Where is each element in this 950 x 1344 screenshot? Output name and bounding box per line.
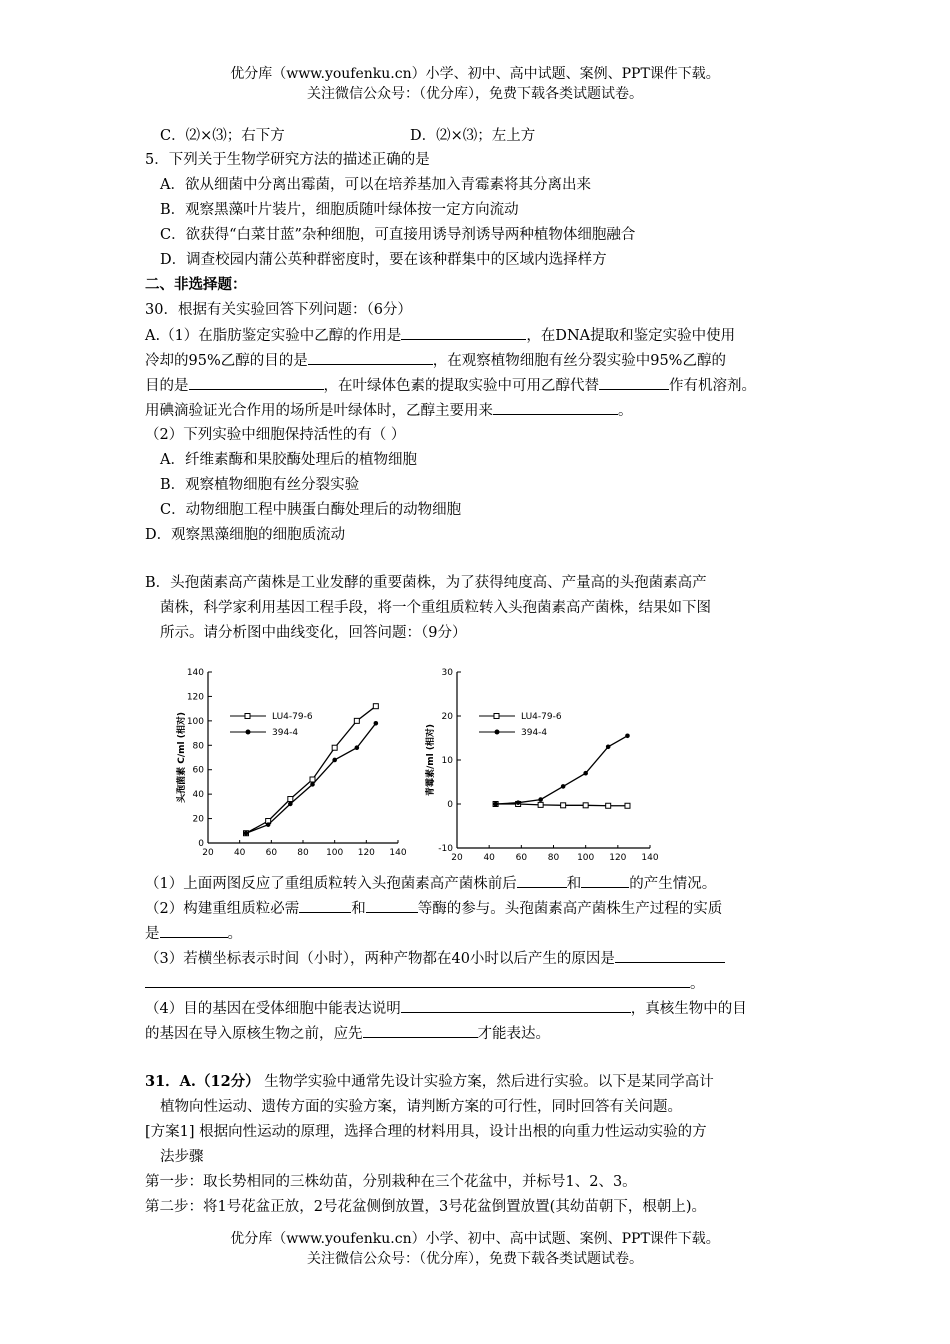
q30-a1-text4: ，在观察植物细胞有丝分裂实验中95%乙醇的 — [432, 353, 726, 369]
x-tick-label: 140 — [641, 853, 659, 863]
data-point — [561, 784, 566, 789]
q30-a1-text1: A.（1）在脂肪鉴定实验中乙醇的作用是 — [145, 328, 402, 344]
y-tick-label: 120 — [186, 692, 204, 703]
y-tick-label: 40 — [192, 790, 204, 801]
q30-b1-text3: 的产生情况。 — [629, 876, 717, 892]
answer-blank — [493, 399, 618, 415]
answer-blank — [581, 872, 629, 888]
q31-line1 — [145, 1071, 714, 1093]
q30-a1-text3: 冷却的95%乙醇的目的是 — [145, 353, 308, 369]
y-tick-label: 100 — [186, 716, 204, 727]
q31-number: 31．A.（12分） — [145, 1073, 260, 1090]
x-tick-label: 80 — [547, 853, 560, 863]
answer-blank — [363, 1022, 478, 1038]
q30-a2-stem: （2）下列实验中细胞保持活性的有（ ） — [145, 427, 406, 443]
page-footer-line1: 优分库（www.youfenku.cn）小学、初中、高中试题、案例、PPT课件下载。 — [230, 1231, 720, 1247]
cephalosporin-chart — [160, 660, 410, 865]
q30-b4-line2 — [145, 1022, 550, 1045]
answer-blank — [189, 374, 324, 390]
q30-b2-line1 — [145, 897, 722, 920]
q30-a1-text5: 目的是 — [145, 378, 189, 394]
data-point — [373, 704, 378, 709]
x-tick-label: 100 — [577, 853, 595, 863]
answer-blank — [308, 349, 433, 365]
data-point — [332, 745, 337, 750]
y-tick-label: 0 — [198, 839, 204, 849]
y-tick-label: 30 — [441, 668, 453, 678]
data-point — [266, 822, 271, 827]
data-point — [244, 831, 249, 836]
q30-b4-text2: ，真核生物中的目 — [630, 1001, 747, 1017]
data-point — [561, 803, 566, 808]
page-header-line2: 关注微信公众号：（优分库），免费下载各类试题试卷。 — [307, 86, 643, 102]
q30-b4-text4: 才能表达。 — [477, 1026, 550, 1042]
data-point — [625, 734, 630, 739]
q31-line3: [方案1] 根据向性运动的原理，选择合理的材料用具，设计出根的向重力性运动实验的方 — [145, 1124, 707, 1140]
answer-blank — [299, 897, 351, 913]
q30-b1 — [145, 872, 716, 895]
section-heading: 二、非选择题： — [145, 276, 247, 293]
q30-b2-text1: （2）构建重组质粒必需 — [145, 901, 300, 917]
q31-line4: 法步骤 — [160, 1149, 204, 1165]
q30-b2-text3: 等酶的参与。头孢菌素高产菌株生产过程的实质 — [417, 901, 723, 917]
q30-a2-option-a: A．纤维素酶和果胶酶处理后的植物细胞 — [160, 452, 417, 468]
data-point — [583, 803, 588, 808]
data-point — [583, 771, 588, 776]
series-line-LU4-79-6 — [246, 706, 376, 833]
q30-b3-text1: （3）若横坐标表示时间（小时），两种产物都在40小时以后产生的原因是 — [145, 951, 615, 967]
q30-stem: 30．根据有关实验回答下列问题：（6分） — [145, 302, 412, 318]
data-point — [538, 802, 543, 807]
answer-blank — [599, 374, 669, 390]
x-tick-label: 20 — [202, 848, 214, 858]
q30-b2-line2 — [145, 922, 242, 945]
q30-a1-text6: ，在叶绿体色素的提取实验中可用乙醇代替 — [323, 378, 599, 394]
q30-a2-option-b: B．观察植物细胞有丝分裂实验 — [160, 477, 360, 493]
y-tick-label: 60 — [192, 765, 204, 776]
q4-option-c: C．⑵×⑶；右下方 — [160, 128, 285, 144]
y-tick-label: 140 — [186, 668, 204, 678]
q30-a1-line3 — [145, 374, 756, 397]
q30-a1-line4 — [145, 399, 633, 422]
x-tick-label: 40 — [233, 848, 246, 858]
q30-a1-text2: ，在DNA提取和鉴定实验中使用 — [526, 328, 736, 344]
x-tick-label: 140 — [389, 848, 407, 858]
q31-line1-text: 生物学实验中通常先设计实验方案，然后进行实验。以下是某同学高计 — [259, 1074, 714, 1090]
answer-blank — [517, 872, 567, 888]
y-tick-label: 0 — [447, 800, 453, 810]
page-header-line1: 优分库（www.youfenku.cn）小学、初中、高中试题、案例、PPT课件下载。 — [230, 66, 720, 82]
q5-option-d: D．调查校园内蒲公英种群密度时，要在该种群集中的区域内选择样方 — [160, 252, 607, 268]
data-point — [332, 758, 337, 763]
penicillin-chart — [405, 660, 660, 865]
legend-label: LU4-79-6 — [521, 712, 562, 722]
q30-b-intro-line3: 所示。请分析图中曲线变化，回答问题：（9分） — [160, 625, 467, 641]
y-tick-label: 80 — [192, 741, 204, 752]
legend-marker — [246, 730, 251, 735]
data-point — [606, 803, 611, 808]
q30-b3-line2 — [145, 972, 705, 995]
q5-option-c: C．欲获得“白菜甘蓝”杂种细胞，可直接用诱导剂诱导两种植物体细胞融合 — [160, 227, 636, 243]
q30-b3-line1 — [145, 947, 725, 970]
y-tick-label: 10 — [441, 756, 453, 766]
q30-a1-text7: 作有机溶剂。 — [669, 378, 756, 394]
page-footer-line2: 关注微信公众号：（优分库），免费下载各类试题试卷。 — [307, 1251, 643, 1267]
data-point — [516, 800, 521, 805]
data-point — [493, 802, 498, 807]
q30-a2-option-d: D．观察黑藻细胞的细胞质流动 — [145, 527, 346, 543]
legend-marker — [494, 714, 499, 719]
y-tick-label: 20 — [441, 712, 453, 722]
x-tick-label: 60 — [265, 848, 278, 858]
q31-step2: 第二步：将1号花盆正放，2号花盆侧倒放置，3号花盆倒置放置(其幼苗朝下，根朝上)。 — [145, 1199, 706, 1215]
q30-b4-text1: （4）目的基因在受体细胞中能表达说明 — [145, 1001, 401, 1017]
answer-blank — [145, 972, 690, 988]
q30-b1-text2: 和 — [566, 876, 582, 892]
legend-label: 394-4 — [521, 728, 548, 738]
q5-stem: 5．下列关于生物学研究方法的描述正确的是 — [145, 152, 430, 168]
x-tick-label: 120 — [357, 848, 375, 858]
q30-b1-text1: （1）上面两图反应了重组质粒转入头孢菌素高产菌株前后 — [145, 876, 517, 892]
y-axis-label: 青霉素/ml (相对) — [426, 723, 436, 797]
q5-option-b: B．观察黑藻叶片装片，细胞质随叶绿体按一定方向流动 — [160, 202, 519, 218]
data-point — [374, 721, 379, 726]
y-axis-label: 头孢菌素 C/ml (相对) — [177, 712, 187, 803]
q5-option-a: A．欲从细菌中分离出霉菌，可以在培养基加入青霉素将其分离出来 — [160, 177, 591, 193]
q31-line2: 植物向性运动、遗传方面的实验方案，请判断方案的可行性，同时回答有关问题。 — [160, 1099, 682, 1115]
answer-blank — [366, 897, 418, 913]
q30-b-intro-line1: B．头孢菌素高产菌株是工业发酵的重要菌株，为了获得纯度高、产量高的头孢菌素高产 — [145, 575, 707, 591]
q30-a1-text8: 用碘滴验证光合作用的场所是叶绿体时，乙醇主要用来 — [145, 403, 493, 419]
q30-b2-text2: 和 — [351, 901, 366, 917]
data-point — [606, 745, 611, 750]
x-tick-label: 100 — [326, 848, 344, 858]
data-point — [625, 803, 630, 808]
data-point — [355, 745, 360, 750]
y-tick-label: 20 — [192, 814, 204, 825]
legend-marker — [245, 714, 250, 719]
answer-blank — [160, 922, 228, 938]
q30-b2-text5: 。 — [227, 926, 242, 942]
data-point — [310, 782, 315, 787]
answer-blank — [615, 947, 725, 963]
data-point — [288, 802, 293, 807]
x-tick-label: 60 — [515, 853, 528, 863]
answer-blank — [401, 324, 526, 340]
q30-b2-text4: 是 — [145, 926, 160, 942]
q30-a1-line1 — [145, 324, 735, 347]
q30-b4-text3: 的基因在导入原核生物之前，应先 — [145, 1026, 363, 1042]
x-tick-label: 40 — [483, 853, 495, 863]
x-tick-label: 20 — [451, 853, 463, 863]
data-point — [288, 797, 293, 802]
q31-step1: 第一步：取长势相同的三株幼苗，分别栽种在三个花盆中，并标号1、2、3。 — [145, 1174, 637, 1190]
q30-a2-option-c: C．动物细胞工程中胰蛋白酶处理后的动物细胞 — [160, 502, 462, 518]
data-point — [538, 797, 543, 802]
legend-label: 394-4 — [272, 728, 299, 738]
q30-a1-line2 — [145, 349, 726, 372]
x-tick-label: 120 — [609, 853, 627, 863]
legend-marker — [495, 730, 500, 735]
legend-label: LU4-79-6 — [272, 712, 313, 722]
q30-b-intro-line2: 菌株，科学家利用基因工程手段，将一个重组质粒转入头孢菌素高产菌株，结果如下图 — [160, 600, 711, 616]
x-tick-label: 80 — [297, 848, 309, 858]
data-point — [310, 777, 315, 782]
data-point — [354, 718, 359, 723]
y-tick-label: -10 — [438, 844, 453, 854]
q30-b3-text2: 。 — [690, 976, 705, 992]
q30-b4-line1 — [145, 997, 747, 1020]
q30-a1-text9: 。 — [618, 403, 633, 419]
q4-option-d: D．⑵×⑶；左上方 — [410, 128, 536, 144]
answer-blank — [401, 997, 631, 1013]
